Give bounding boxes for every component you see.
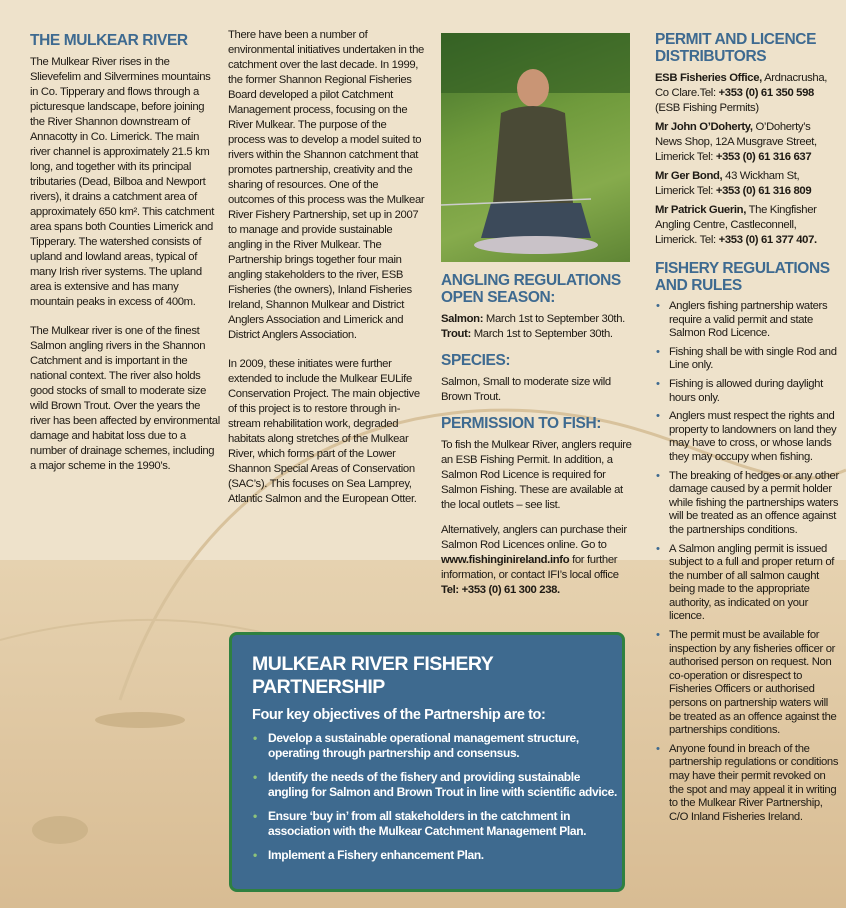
objective-item: • Ensure ‘buy in’ from all stakeholders in the catchment in association with the Mulkear Catchment Management Plan. xyxy=(268,809,622,839)
distributor-entry xyxy=(655,169,840,199)
paragraph: In 2009, these initiates were further extended to include the Mulkear EULife Conservation Project. The main objective of this project is to restore through in-stream rehabilitation work, degraded habitats along stretches of the Mulkear River, which forms part of the Lower Shannon Special Areas of Conservation (SAC’s). This focuses on Sea Lamprey, Atlantic Salmon and the European Otter. xyxy=(228,358,420,505)
trout-label: Trout: xyxy=(441,328,471,340)
heading-species: SPECIES: xyxy=(441,352,511,369)
rule-item: • Anyone found in breach of the partnership regulations or conditions may have their permit revoked on the spot and may appeal it in writing to the Mulkear River Partnership, C/O Inland Fisheries Ireland. xyxy=(669,743,840,825)
paragraph: There have been a number of environmental initiatives undertaken in the catchment over the last decade. In 1999, the former Shannon Regional Fisheries Board developed a pilot Catchment Management process, focusing on the River Mulkear. The purpose of the process was to develop a model suited to rivers within the Shannon catchment that promotes partnership, creativity and the sharing of resources. One of the outcomes of this process was the Mulkear River Fishery Partnership, set up in 2007 to manage and provide sustainable angling in the River Mulkear. The Partnership brings together four main angling stakeholders to the river, ESB Fisheries (the owners), Inland Fisheries Ireland, Shannon Mulkear and District Anglers Association and Limerick and District Anglers Association. xyxy=(228,29,425,341)
distributor-name: ESB Fisheries Office, xyxy=(655,72,762,84)
paragraph: The Mulkear River rises in the Slievefelim and Silvermines mountains in Co. Tipperary and flows through a picturesque landscape, before joining the River Shannon downstream of Annacotty in Co. Limerick. The main river channel is approximately 21.5 km long, and together with its principal tributaries (Dead, Bilboa and Newport rivers), it drains a catchment area of approximately 650 km². This catchment area spans both Counties Limerick and Tipperary. The watershed consists of upland and lowland areas, typical of many Irish river systems. The upland area is extensive and has many mountain peaks in excess of 400m. xyxy=(30,56,214,308)
text: Alternatively, anglers can purchase their Salmon Rod Licences online. Go to xyxy=(441,524,627,551)
distributor-name: Mr Ger Bond, xyxy=(655,170,723,182)
rule-item: • Anglers must respect the rights and property to landowners on land they may have to cross, or whose lands they may occupy when fishing. xyxy=(669,410,840,464)
heading-angling-regulations: ANGLING REGULATIONS OPEN SEASON: xyxy=(441,272,621,306)
column-distributors-rules xyxy=(655,31,840,829)
heading-mulkear-river: THE MULKEAR RIVER xyxy=(30,32,188,49)
open-season xyxy=(441,312,633,342)
ifi-telephone: Tel: +353 (0) 61 300 238. xyxy=(441,584,560,596)
distributor-note: (ESB Fishing Permits) xyxy=(655,102,759,114)
distributor-entry xyxy=(655,71,840,116)
heading-distributors: PERMIT AND LICENCE DISTRIBUTORS xyxy=(655,31,817,65)
distributor-telephone: +353 (0) 61 350 598 xyxy=(718,87,814,99)
tel-label: Tel: xyxy=(699,87,719,99)
partnership-box xyxy=(229,632,625,892)
distributor-entry xyxy=(655,120,840,165)
objective-item: • Identify the needs of the fishery and providing sustainable angling for Salmon and Brown Trout in line with scientific advice. xyxy=(268,770,622,800)
column-initiatives xyxy=(228,28,426,521)
distributor-telephone: +353 (0) 61 377 407. xyxy=(718,234,817,246)
rule-item: • The breaking of hedges or any other damage caused by a permit holder while fishing the partnerships waters will be treated as an offence against the partnerships conditions. xyxy=(669,470,840,538)
rule-item: • The permit must be available for inspection by any fisheries officer or authorised person on request. Non co-operation or disrespect to Fisheries Officers or authorised persons on partnership waters will be treated as an offence against the partnerships conditions. xyxy=(669,629,840,738)
distributor-address: The Kingfisher Angling Centre, Castleconnell, Limerick. xyxy=(655,204,817,246)
paragraph: To fish the Mulkear River, anglers require an ESB Fishing Permit. In addition, a Salmon Rod Licence is required for Salmon Fishing. These are available at the local outlets – see list. xyxy=(441,439,632,511)
heading-fishery-rules: FISHERY REGULATIONS AND RULES xyxy=(655,260,830,294)
distributor-name: Mr John O’Doherty, xyxy=(655,121,753,133)
column-angling-regulations xyxy=(441,272,633,608)
distributor-telephone: +353 (0) 61 316 637 xyxy=(715,151,812,163)
website-link[interactable]: www.fishinginireland.info xyxy=(441,554,570,566)
distributor-telephone: +353 (0) 61 316 809 xyxy=(715,185,812,197)
rule-item: • Fishing is allowed during daylight hours only. xyxy=(669,378,840,405)
partnership-subtitle: Four key objectives of the Partnership are to: xyxy=(252,707,546,723)
rules-list xyxy=(655,300,840,824)
tel-label: Tel: xyxy=(694,185,716,197)
distributor-address: 43 Wickham St, Limerick xyxy=(655,170,800,197)
distributor-address: O’Doherty’s News Shop, 12A Musgrave Street, Limerick xyxy=(655,121,817,163)
distributor-name: Mr Patrick Guerin, xyxy=(655,204,747,216)
distributor-address: Ardnacrusha, Co Clare. xyxy=(655,72,828,99)
tel-label: Tel: xyxy=(697,234,719,246)
text: for further information, or contact IFI’s local office xyxy=(441,554,619,581)
salmon-season: March 1st to September 30th. xyxy=(483,313,625,325)
rule-item: • Anglers fishing partnership waters require a valid permit and state Salmon Rod Licence. xyxy=(669,300,840,341)
objective-item: • Implement a Fishery enhancement Plan. xyxy=(268,848,622,863)
heading-permission: PERMISSION TO FISH: xyxy=(441,415,602,432)
species-text: Salmon, Small to moderate size wild Brown Trout. xyxy=(441,376,611,403)
partnership-title: MULKEAR RIVER FISHERY PARTNERSHIP xyxy=(252,653,493,698)
paragraph: The Mulkear river is one of the finest Salmon angling rivers in the Shannon Catchment and is important in the national context. The river also holds good stocks of small to moderate size wild Brown Trout. Over the years the river has been affected by environmental damage and habitat loss due to a number of drainage schemes, including a major scheme in the 1990’s. xyxy=(30,325,220,472)
objectives-list xyxy=(232,731,622,863)
paragraph xyxy=(441,523,633,598)
objective-item: • Develop a sustainable operational management structure, operating through partnership and consensus. xyxy=(268,731,622,761)
rule-item: • Fishing shall be with single Rod and Line only. xyxy=(669,346,840,373)
tel-label: Tel: xyxy=(694,151,716,163)
distributor-entry xyxy=(655,203,840,248)
column-mulkear-river xyxy=(30,32,220,488)
salmon-label: Salmon: xyxy=(441,313,484,325)
trout-season: March 1st to September 30th. xyxy=(470,328,613,340)
rule-item: • A Salmon angling permit is issued subject to a full and proper return of the number of all salmon caught being made to the appropriate authority, as indicated on your licence. xyxy=(669,543,840,625)
angler-with-salmon-photo xyxy=(441,33,630,262)
